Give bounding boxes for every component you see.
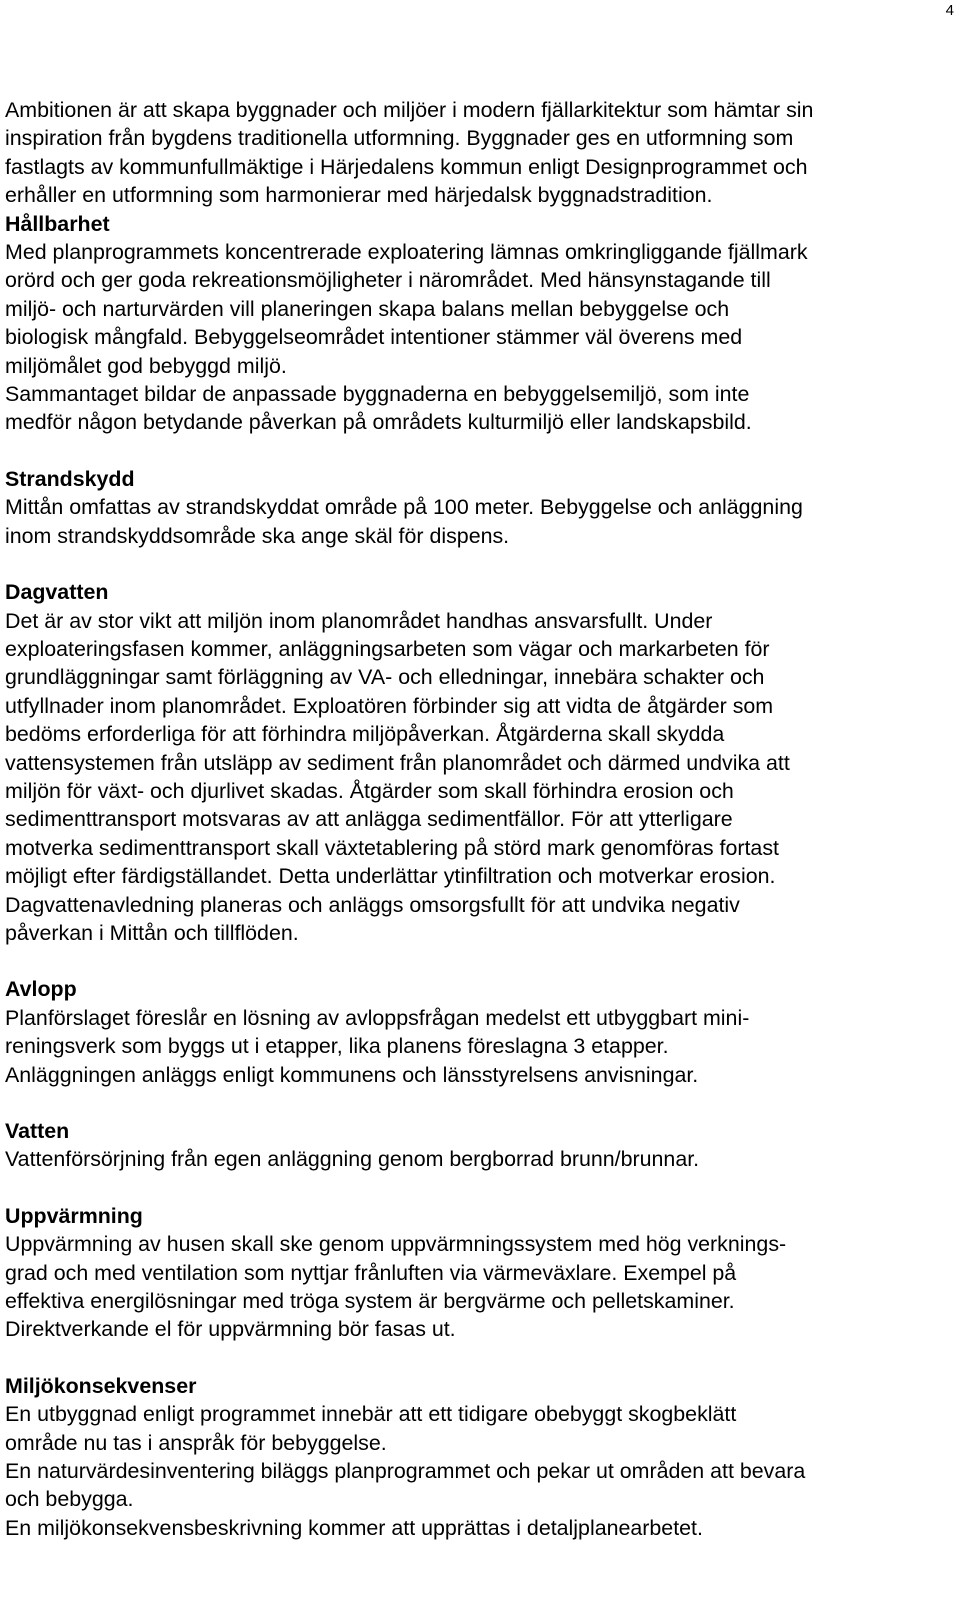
intro-paragraph: Ambitionen är att skapa byggnader och miljöer i modern fjällarkitektur som hämtar sin inspiration från bygdens traditionella utformning. Byggnader ges en utformning som fastlagts av kommunfullmäktige i Härjedalens kommun enligt Designprogrammet och erhåller en utformning som harmonierar med härjedalsk byggnadstradition.	[5, 98, 814, 208]
section-heading: Miljökonsekvenser	[5, 1373, 197, 1398]
section-body: Uppvärmning av husen skall ske genom uppvärmningssystem med hög verknings- grad och med ventilation som nyttjar frånluften via värmeväxlare. Exempel på effektiva energilösningar med tröga system är bergvärme och pelletskaminer. Direktverkande el för uppvärmning bör fasas ut.	[5, 1232, 787, 1342]
section-body: Det är av stor vikt att miljön inom planområdet handhas ansvarsfullt. Under exploateringsfasen kommer, anläggningsarbeten som vägar och markarbeten för grundläggningar samt förläggning av VA- och elledningar, innebära schakter och utfyllnader inom planområdet. Exploatören förbinder sig att vidta de åtgärder som bedöms erforderliga för att förhindra miljöpåverkan. Åtgärderna skall skydda vattensystemen från utsläpp av sediment från planområdet och därmed undvika att miljön för växt- och djurlivet skadas. Åtgärder som skall förhindra erosion och sedimenttransport motsvaras av att anlägga sedimentfällor. För att ytterligare motverka sedimenttransport skall växtetablering på störd mark genomföras fortast möjligt efter färdigställandet. Detta underlättar ytinfiltration och motverkar erosion. Dagvattenavledning planeras och anläggs omsorgsfullt för att undvika negativ påverkan i Mittån och tillflöden.	[5, 608, 790, 945]
section-vatten	[5, 1117, 957, 1174]
section-body: En utbyggnad enligt programmet innebär att ett tidigare obebyggt skogbeklätt område nu tas i anspråk för bebyggelse. En naturvärdesinventering biläggs planprogrammet och pekar ut områden att bevara och bebygga. En miljökonsekvensbeskrivning kommer att upprättas i detaljplanearbetet.	[5, 1402, 806, 1540]
document-body	[5, 96, 957, 1542]
section-hallbarhet	[5, 210, 957, 437]
section-strandskydd	[5, 465, 957, 550]
section-heading: Strandskydd	[5, 466, 135, 491]
section-body: Mittån omfattas av strandskyddat område på 100 meter. Bebyggelse och anläggning inom strandskyddsområde ska ange skäl för dispens.	[5, 495, 803, 548]
section-heading: Dagvatten	[5, 580, 109, 605]
section-body: Planförslaget föreslår en lösning av avloppsfrågan medelst ett utbyggbart mini- reningsverk som byggs ut i etapper, lika planens föreslagna 3 etapper. Anläggningen anläggs enligt kommunens och länsstyrelsens anvisningar.	[5, 1005, 750, 1087]
section-miljokonsekvenser	[5, 1372, 957, 1542]
section-avlopp	[5, 975, 957, 1089]
section-heading: Avlopp	[5, 977, 77, 1002]
section-dagvatten	[5, 578, 957, 947]
section-body: Med planprogrammets koncentrerade exploatering lämnas omkringliggande fjällmark orörd och ger goda rekreationsmöjligheter i närområdet. Med hänsynstagande till miljö- och narturvärden vill planeringen skapa balans mellan bebyggelse och biologisk mångfald. Bebyggelseområdet intentioner stämmer väl överens med miljömålet god bebyggd miljö. Sammantaget bildar de anpassade byggnaderna en bebyggelsemiljö, som inte medför någon betydande påverkan på områdets kulturmiljö eller landskapsbild.	[5, 240, 808, 435]
page-number: 4	[945, 2, 954, 19]
section-uppvarmning	[5, 1202, 957, 1344]
section-heading: Uppvärmning	[5, 1203, 143, 1228]
section-heading: Vatten	[5, 1119, 70, 1143]
section-heading: Hållbarhet	[5, 211, 110, 236]
section-body: Vattenförsörjning från egen anläggning genom bergborrad brunn/brunnar.	[5, 1147, 700, 1172]
